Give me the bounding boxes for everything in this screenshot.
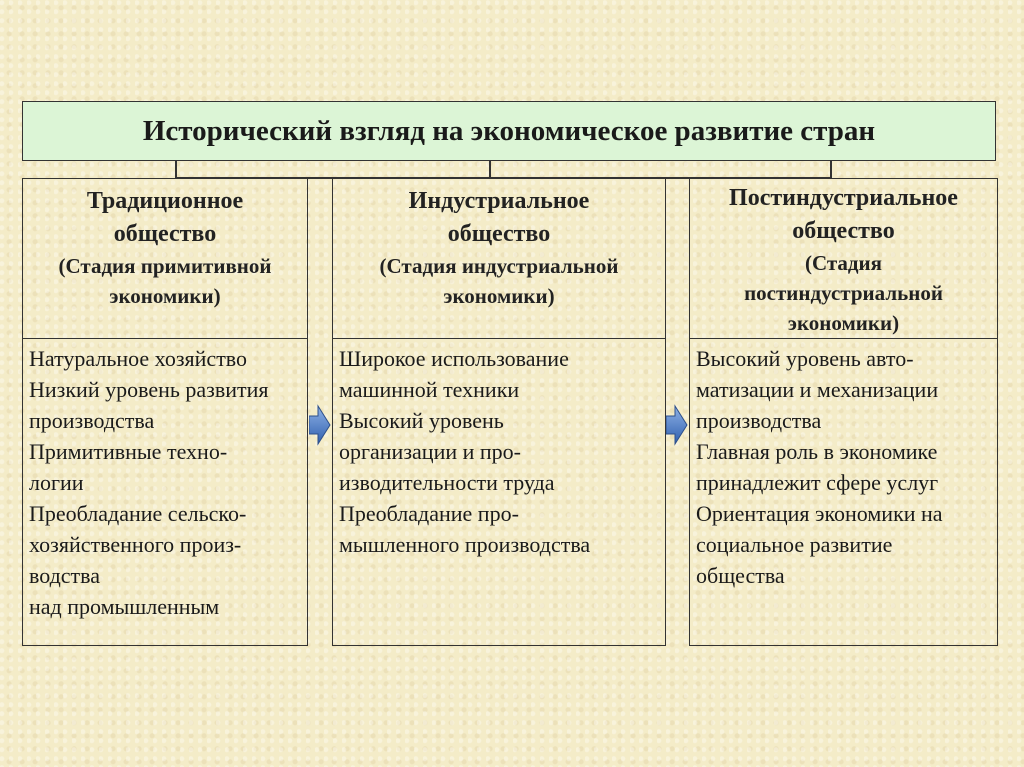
- feature-line: Широкое использование: [339, 346, 569, 371]
- feature-line: Примитивные техно-: [29, 439, 228, 464]
- feature-line: Преобладание про-: [339, 501, 519, 526]
- column-header: [22, 178, 308, 339]
- feature-line: Преобладание сельско-: [29, 501, 247, 526]
- feature-line: Высокий уровень авто-: [696, 346, 914, 371]
- feature-line: мышленного производства: [339, 532, 591, 557]
- right-arrow-icon: [309, 404, 331, 446]
- connector-line: [175, 161, 177, 178]
- column-stage-line: (Стадия примитивной: [58, 254, 272, 278]
- feature-line: изводительности труда: [339, 470, 555, 495]
- feature-line: Ориентация экономики на: [696, 501, 943, 526]
- column-title-line: общество: [792, 218, 895, 244]
- column-stage-line: постиндустриальной: [744, 281, 943, 305]
- feature-line: социальное развитие: [696, 532, 893, 557]
- column-body: [689, 338, 998, 646]
- column-header: [332, 178, 666, 339]
- feature-line: машинной техники: [339, 377, 520, 402]
- column-body: [22, 338, 308, 646]
- right-arrow-icon: [666, 404, 688, 446]
- column-title-line: общество: [113, 221, 217, 247]
- feature-line: хозяйственного произ-: [29, 532, 242, 557]
- column-title-line: Индустриальное: [408, 188, 590, 214]
- feature-line: над промышленным: [29, 594, 220, 619]
- feature-line: организации и про-: [339, 439, 521, 464]
- column-stage-line: экономики): [787, 311, 900, 335]
- column-body: [332, 338, 666, 646]
- feature-line: водства: [29, 563, 101, 588]
- feature-line: Главная роль в экономике: [696, 439, 938, 464]
- feature-line: Натуральное хозяйство: [29, 346, 248, 371]
- column-stage-line: (Стадия индустриальной: [379, 254, 619, 278]
- feature-line: матизации и механизации: [696, 377, 939, 402]
- connector-line: [830, 161, 832, 178]
- column-stage-line: (Стадия: [804, 251, 883, 275]
- connector-line: [489, 161, 491, 178]
- column-title-line: Постиндустриальное: [729, 185, 958, 211]
- column-stage-line: экономики): [443, 284, 555, 308]
- feature-line: общества: [696, 563, 785, 588]
- feature-line: логии: [29, 470, 84, 495]
- feature-line: производства: [696, 408, 822, 433]
- feature-line: принадлежит сфере услуг: [696, 470, 939, 495]
- column-title-line: общество: [447, 221, 551, 247]
- feature-line: Низкий уровень развития: [29, 377, 269, 402]
- column-stage-line: экономики): [109, 284, 221, 308]
- feature-line: производства: [29, 408, 155, 433]
- feature-line: Высокий уровень: [339, 408, 504, 433]
- column-title-line: Традиционное: [86, 188, 244, 214]
- column-header: [689, 178, 998, 339]
- diagram-title: Исторический взгляд на экономическое развитие стран: [22, 101, 996, 161]
